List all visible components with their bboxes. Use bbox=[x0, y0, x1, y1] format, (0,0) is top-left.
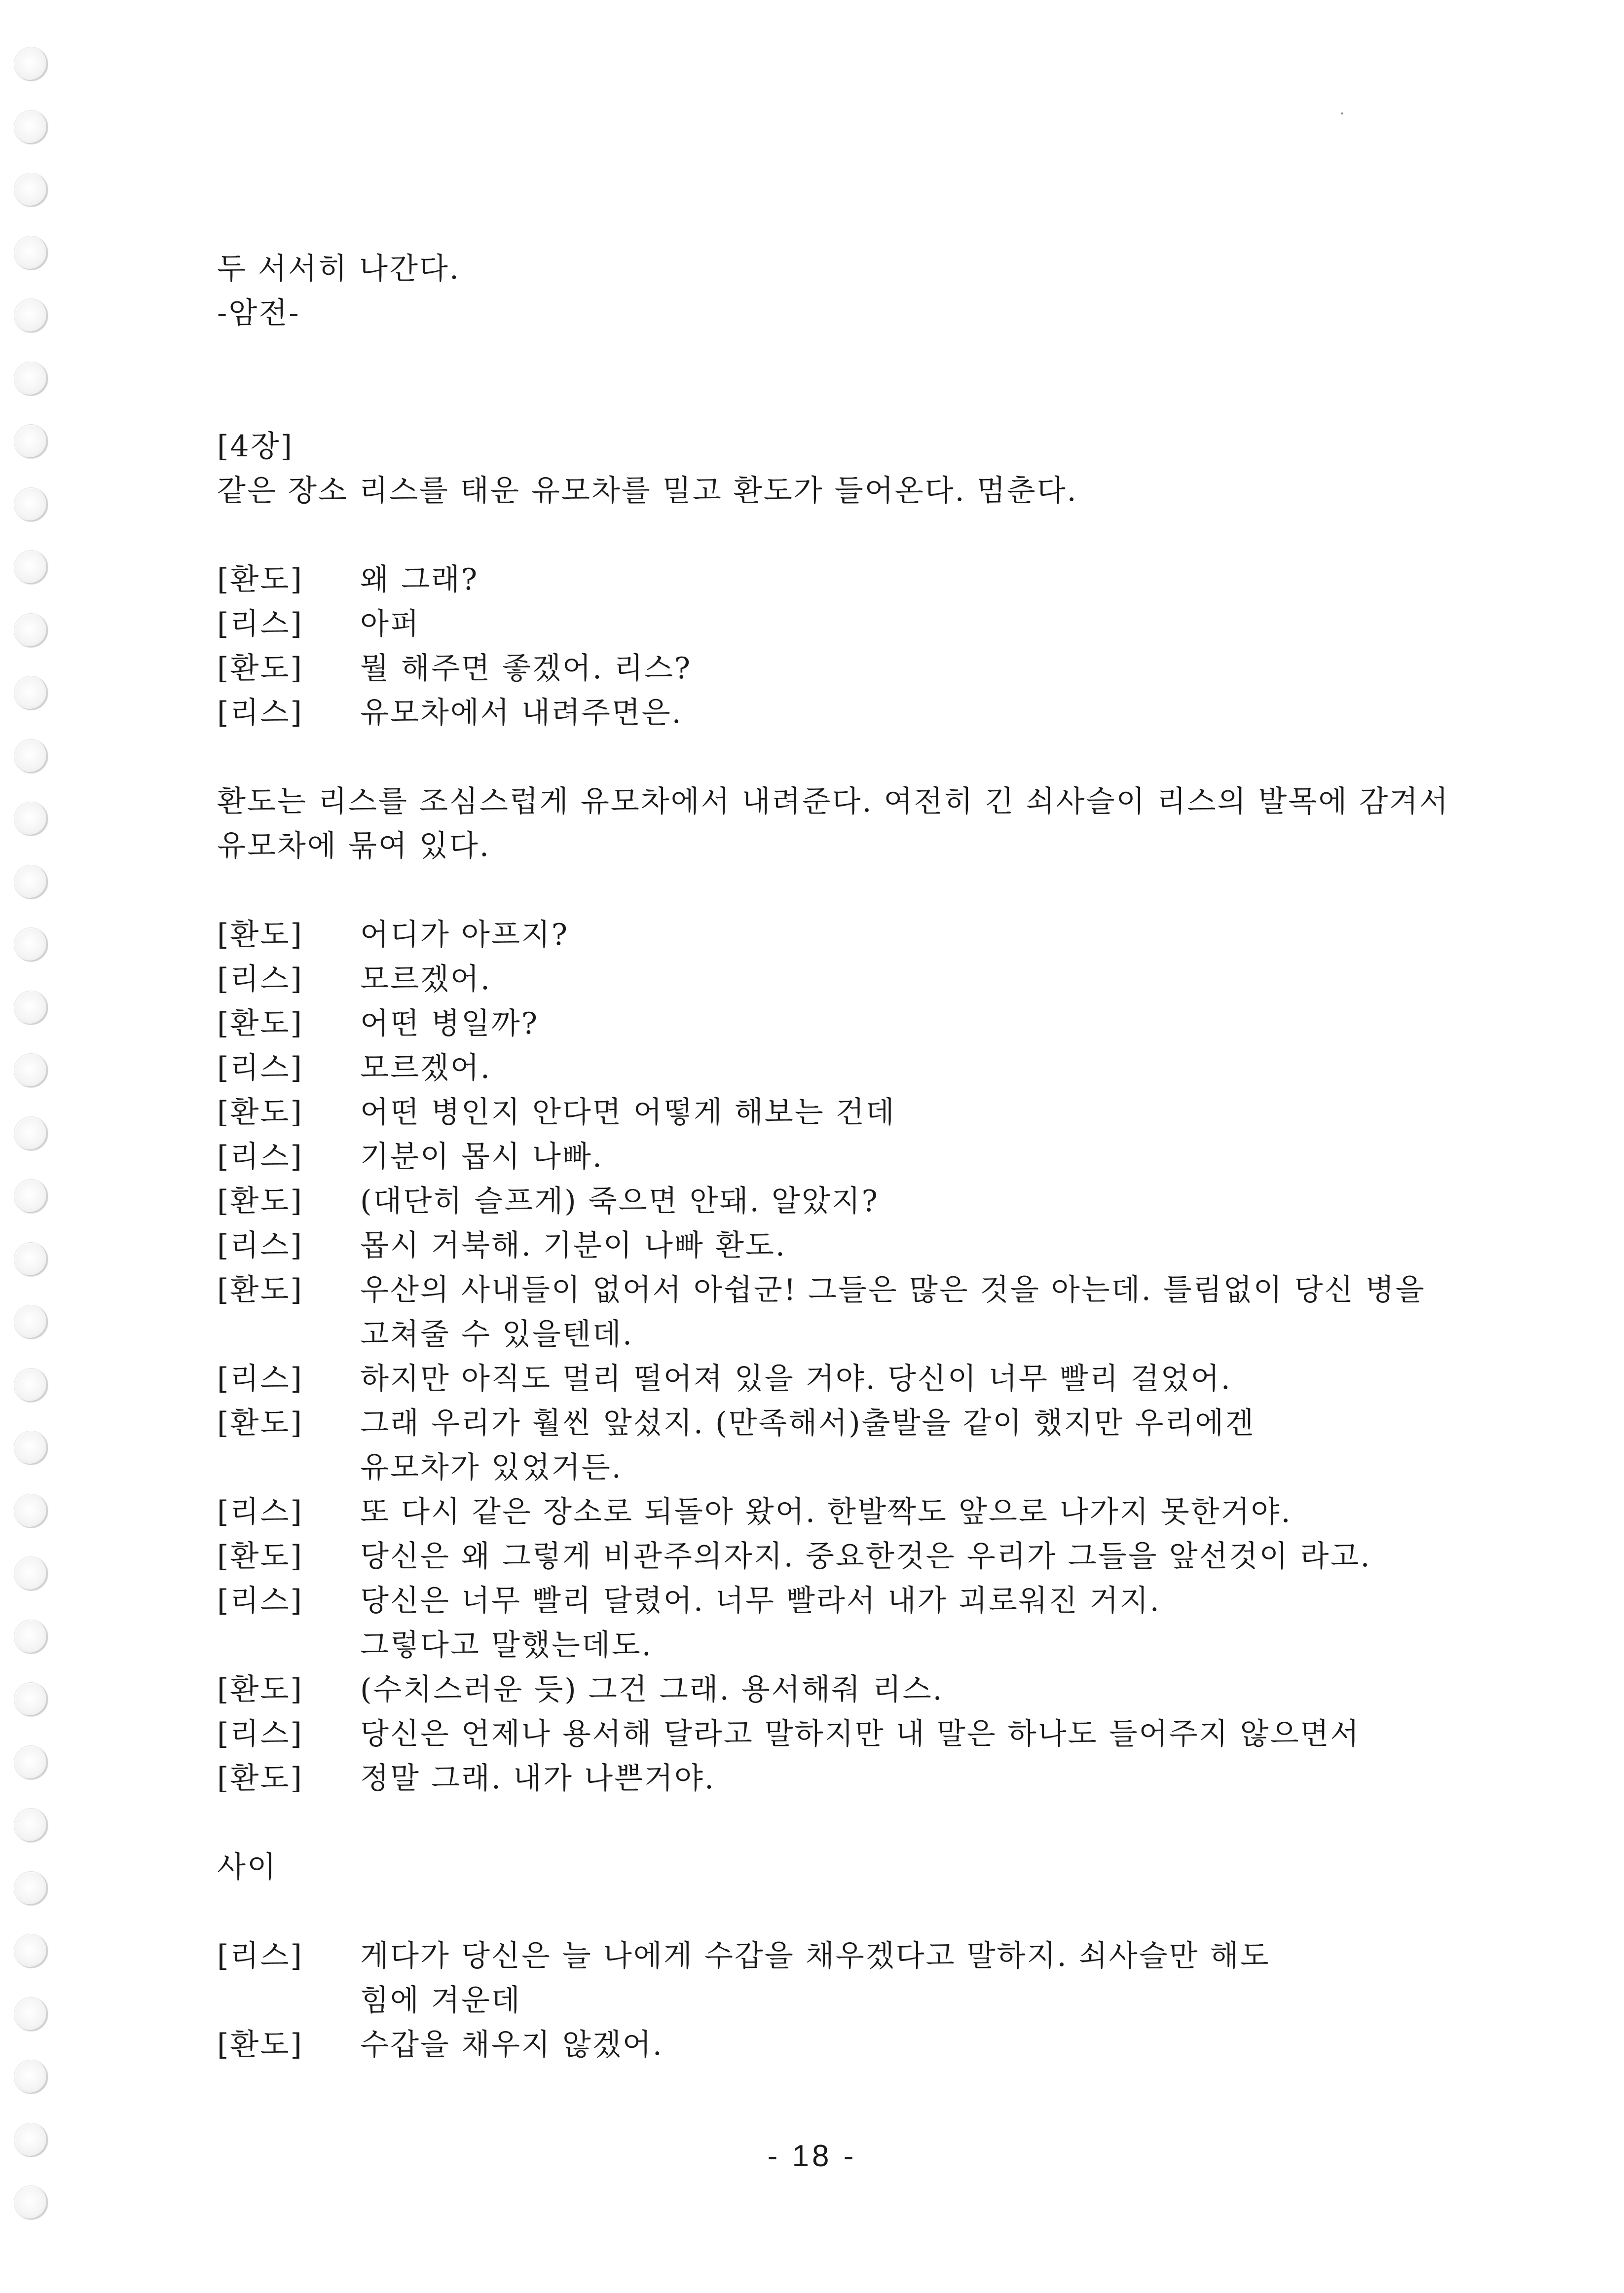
binder-hole bbox=[14, 2060, 48, 2094]
binder-hole bbox=[14, 173, 48, 207]
speaker-label: [리스] bbox=[217, 1717, 303, 1751]
dialogue-line bbox=[217, 913, 1401, 957]
speaker-label: [리스] bbox=[217, 1140, 303, 1174]
binder-hole bbox=[14, 1808, 48, 1843]
speaker-label: [리스] bbox=[217, 1362, 303, 1396]
dialogue-continuation: 힘에 겨운데 bbox=[360, 1983, 521, 2018]
speaker-label: [환도] bbox=[217, 562, 303, 597]
dialogue-text: 모르겠어. bbox=[360, 962, 491, 997]
dialogue-text: 하지만 아직도 멀리 떨어져 있을 거야. 당신이 너무 빨리 걸었어. bbox=[360, 1362, 1232, 1396]
binder-hole bbox=[14, 865, 48, 899]
binder-hole bbox=[14, 802, 48, 836]
dialogue-line bbox=[217, 2023, 1401, 2067]
speaker-label: [환도] bbox=[217, 1006, 303, 1041]
dialogue-text: 게다가 당신은 늘 나에게 수갑을 채우겠다고 말하지. 쇠사슬만 해도 bbox=[360, 1939, 1270, 1973]
dialogue-line bbox=[217, 1135, 1401, 1179]
speaker-label: [환도] bbox=[217, 1672, 303, 1707]
dialogue-line bbox=[217, 1046, 1401, 1090]
speaker-label: [환도] bbox=[217, 1539, 303, 1574]
dialogue-line bbox=[217, 602, 1401, 646]
scene-heading: [4장] bbox=[217, 429, 294, 464]
dialogue-block bbox=[217, 913, 1426, 1801]
speaker-label: [리스] bbox=[217, 1051, 303, 1085]
binder-hole bbox=[14, 1934, 48, 1968]
scene-direction: 같은 장소 리스를 태운 유모차를 밀고 환도가 들어온다. 멈춘다. bbox=[217, 474, 1078, 508]
dialogue-continuation: 고쳐줄 수 있을텐데. bbox=[360, 1317, 633, 1352]
dialogue-line bbox=[217, 1179, 1401, 1223]
dialogue-line bbox=[217, 1001, 1401, 1046]
binder-hole bbox=[14, 991, 48, 1025]
dialogue-text: 왜 그래? bbox=[360, 562, 479, 597]
binder-hole bbox=[14, 1620, 48, 1654]
dialogue-text: 당신은 언제나 용서해 달라고 말하지만 내 말은 하나도 들어주지 않으면서 bbox=[360, 1717, 1361, 1751]
speaker-label: [환도] bbox=[217, 918, 303, 952]
binder-hole bbox=[14, 550, 48, 585]
binder-hole bbox=[14, 424, 48, 459]
binder-hole bbox=[14, 47, 48, 81]
binder-hole bbox=[14, 1116, 48, 1151]
dialogue-text: 몹시 거북해. 기분이 나빠 환도. bbox=[360, 1228, 786, 1263]
speaker-label: [리스] bbox=[217, 1939, 303, 1973]
speaker-label: [환도] bbox=[217, 2028, 303, 2062]
dialogue-text: 뭘 해주면 좋겠어. 리스? bbox=[360, 651, 692, 686]
binder-hole bbox=[14, 613, 48, 648]
dialogue-text: (대단히 슬프게) 죽으면 안돼. 알았지? bbox=[360, 1184, 879, 1219]
binder-hole bbox=[14, 110, 48, 145]
dialogue-line bbox=[217, 1090, 1401, 1135]
dialogue-text: 어떤 병인지 안다면 어떻게 해보는 건데 bbox=[360, 1095, 896, 1130]
dialogue-line bbox=[217, 1401, 1401, 1490]
binder-hole bbox=[14, 1682, 48, 1717]
binder-hole bbox=[14, 1745, 48, 1780]
binder-hole bbox=[14, 2185, 48, 2220]
speaker-label: [리스] bbox=[217, 1228, 303, 1263]
speaker-label: [리스] bbox=[217, 1584, 303, 1618]
binder-hole bbox=[14, 1368, 48, 1403]
dialogue-line bbox=[217, 1490, 1401, 1534]
binder-hole bbox=[14, 1179, 48, 1214]
binder-hole bbox=[14, 487, 48, 522]
dialogue-line bbox=[217, 957, 1401, 1001]
dialogue-text: (수치스러운 듯) 그건 그래. 용서해줘 리스. bbox=[360, 1672, 944, 1707]
binder-hole bbox=[14, 739, 48, 774]
dialogue-line bbox=[217, 1223, 1401, 1268]
stage-direction: 두 서서히 나간다. bbox=[217, 252, 460, 286]
dialogue-block bbox=[217, 557, 1401, 735]
paper-speck bbox=[1341, 112, 1343, 114]
speaker-label: [환도] bbox=[217, 1406, 303, 1441]
binder-hole bbox=[14, 236, 48, 270]
binder-hole bbox=[14, 927, 48, 962]
binder-hole bbox=[14, 362, 48, 396]
dialogue-text: 당신은 왜 그렇게 비관주의자지. 중요한것은 우리가 그들을 앞선것이 라고. bbox=[360, 1539, 1371, 1574]
dialogue-block bbox=[217, 1934, 1401, 2067]
speaker-label: [리스] bbox=[217, 607, 303, 641]
stage-direction: 환도는 리스를 조심스럽게 유모차에서 내려준다. 여전히 긴 쇠사슬이 리스의 발목에 감겨서 bbox=[217, 784, 1450, 819]
speaker-label: [환도] bbox=[217, 1184, 303, 1219]
binder-hole bbox=[14, 1997, 48, 2032]
speaker-label: [환도] bbox=[217, 1273, 303, 1307]
speaker-label: [리스] bbox=[217, 696, 303, 730]
dialogue-text: 우산의 사내들이 없어서 아쉽군! 그들은 많은 것을 아는데. 틀림없이 당신 병을 bbox=[360, 1273, 1426, 1307]
dialogue-line bbox=[217, 691, 1401, 735]
dialogue-line bbox=[217, 1579, 1401, 1667]
page-number: - 18 - bbox=[767, 2139, 857, 2173]
speaker-label: [환도] bbox=[217, 651, 303, 686]
speaker-label: [환도] bbox=[217, 1095, 303, 1130]
dialogue-line bbox=[217, 1934, 1401, 2023]
dialogue-text: 유모차에서 내려주면은. bbox=[360, 696, 683, 730]
speaker-label: [리스] bbox=[217, 962, 303, 997]
stage-direction: 유모차에 묶여 있다. bbox=[217, 829, 490, 863]
speaker-label: [리스] bbox=[217, 1495, 303, 1529]
dialogue-line bbox=[217, 1534, 1401, 1579]
dialogue-line bbox=[217, 1268, 1426, 1357]
dialogue-line bbox=[217, 1756, 1401, 1801]
dialogue-text: 수갑을 채우지 않겠어. bbox=[360, 2028, 664, 2062]
dialogue-text: 아퍼 bbox=[360, 607, 420, 641]
dialogue-line bbox=[217, 1357, 1401, 1401]
dialogue-text: 어디가 아프지? bbox=[360, 918, 569, 952]
dialogue-text: 모르겠어. bbox=[360, 1051, 491, 1085]
binder-hole bbox=[14, 1494, 48, 1528]
dialogue-line bbox=[217, 557, 1401, 602]
dialogue-text: 또 다시 같은 장소로 되돌아 왔어. 한발짝도 앞으로 나가지 못한거야. bbox=[360, 1495, 1292, 1529]
binder-hole bbox=[14, 1053, 48, 1088]
binder-hole bbox=[14, 298, 48, 333]
dialogue-continuation: 그렇다고 말했는데도. bbox=[360, 1628, 653, 1663]
dialogue-text: 기분이 몹시 나빠. bbox=[360, 1140, 603, 1174]
dialogue-text: 그래 우리가 훨씬 앞섰지. (만족해서)출발을 같이 했지만 우리에겐 bbox=[360, 1406, 1255, 1441]
binder-hole bbox=[14, 1556, 48, 1591]
dialogue-line bbox=[217, 1667, 1401, 1712]
dialogue-continuation: 유모차가 있었거든. bbox=[360, 1450, 623, 1485]
script-page-content bbox=[217, 247, 1450, 2067]
dialogue-text: 당신은 너무 빨리 달렸어. 너무 빨라서 내가 괴로워진 거지. bbox=[360, 1584, 1161, 1618]
dialogue-text: 정말 그래. 내가 나쁜거야. bbox=[360, 1761, 715, 1796]
binder-hole bbox=[14, 1305, 48, 1339]
binder-hole bbox=[14, 676, 48, 710]
dialogue-text: 어떤 병일까? bbox=[360, 1006, 539, 1041]
dialogue-line bbox=[217, 646, 1401, 691]
binder-hole bbox=[14, 1431, 48, 1465]
binder-hole bbox=[14, 1871, 48, 1906]
dialogue-line bbox=[217, 1712, 1401, 1756]
binder-hole bbox=[14, 1242, 48, 1277]
stage-direction: -암전- bbox=[217, 296, 300, 331]
stage-direction: 사이 bbox=[217, 1850, 277, 1885]
speaker-label: [환도] bbox=[217, 1761, 303, 1796]
